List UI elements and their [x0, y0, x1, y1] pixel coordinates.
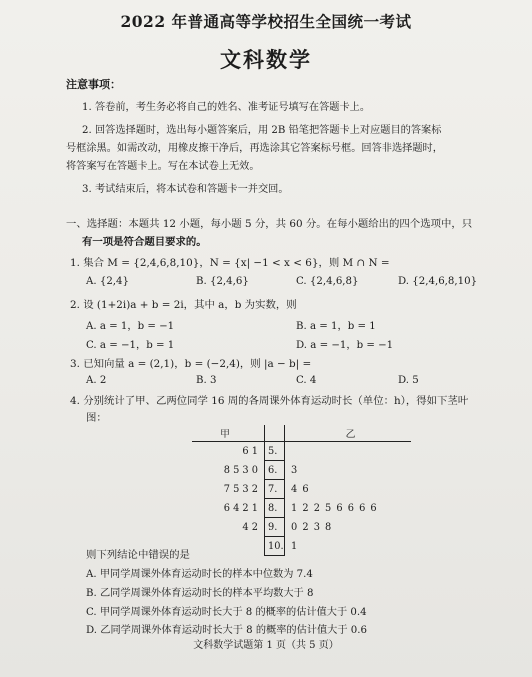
notice-item-2-line2: 号框涂黑。如需改动，用橡皮擦干净后，再选涂其它答案标号框。回答非选择题时，: [66, 143, 443, 154]
stem-leaf-right-leaves: 1 2 2 5 6 6 6 6: [291, 502, 378, 514]
q4-option-a: A. 甲同学周课外体育运动时长的样本中位数为 7.4: [86, 569, 313, 580]
q1-option-b: B. {2,4,6}: [196, 276, 249, 287]
stem-leaf-right-leaves: 3: [291, 464, 299, 476]
notice-heading: 注意事项：: [66, 78, 121, 91]
stem-leaf-left-leaves: 7 5 3 2: [223, 483, 258, 495]
stem-leaf-left-leaves: 4 2: [242, 521, 258, 533]
stem-leaf-plot: [192, 425, 411, 556]
q2-option-b: B. a = 1，b = 1: [296, 321, 376, 332]
q3-option-d: D. 5: [398, 375, 419, 386]
question-2-stem: 2. 设 (1+2i)a + b = 2i，其中 a，b 为实数，则: [70, 299, 297, 311]
q4-option-c: C. 甲同学周课外体育运动时长大于 8 的概率的估计值大于 0.4: [86, 607, 367, 618]
q3-option-a: A. 2: [86, 375, 107, 386]
stem-leaf-stem: 8.: [265, 499, 285, 518]
stem-leaf-right-leaves: 1: [291, 540, 299, 552]
stem-leaf-right-leaves: 0 2 3 8: [291, 521, 333, 533]
section-heading-line2: 有一项是符合题目要求的。: [82, 236, 207, 248]
page-footer: 文科数学试题第 1 页（共 5 页）: [193, 640, 339, 651]
stem-leaf-left-leaves: 8 5 3 0: [223, 464, 258, 476]
question-4-stem-line2: 图：: [86, 412, 107, 424]
q2-option-a: A. a = 1，b = −1: [86, 321, 175, 332]
question-4-prompt: 则下列结论中错误的是: [86, 549, 190, 561]
exam-title: 2022 年普通高等学校招生全国统一考试: [120, 12, 412, 31]
q2-option-c: C. a = −1，b = 1: [86, 340, 175, 351]
q3-option-c: C. 4: [296, 375, 317, 386]
q1-option-c: C. {2,4,6,8}: [296, 276, 359, 287]
notice-item-1: 1. 答卷前，考生务必将自己的姓名、准考证号填写在答题卡上。: [82, 102, 371, 113]
question-4-stem-line1: 4. 分别统计了甲、乙两位同学 16 周的各周课外体育运动时长（单位：h），得如下茎叶: [70, 395, 469, 407]
stem-leaf-stem: 9.: [265, 518, 285, 537]
q2-option-d: D. a = −1，b = −1: [296, 340, 394, 351]
stem-leaf-stem: 10.: [265, 537, 285, 556]
stem-leaf-stem: 7.: [265, 480, 285, 499]
question-1-stem: 1. 集合 M = {2,4,6,8,10}，N = {x| −1 < x < 6}，则 M ∩ N =: [70, 257, 390, 269]
q3-option-b: B. 3: [196, 375, 217, 386]
stem-leaf-left-leaves: 6 4 2 1: [223, 502, 258, 514]
q1-option-a: A. {2,4}: [86, 276, 129, 287]
stem-leaf-right-leaves: [285, 442, 412, 461]
stem-leaf-header-left: 甲: [192, 425, 265, 442]
stem-leaf-header-right: 乙: [285, 425, 412, 442]
section-heading-line1: 一、选择题：本题共 12 小题，每小题 5 分，共 60 分。在每小题给出的四个选项中，只: [66, 218, 473, 230]
q1-option-d: D. {2,4,6,8,10}: [398, 276, 478, 287]
notice-item-3: 3. 考试结束后，将本试卷和答题卡一并交回。: [82, 184, 289, 195]
q4-option-b: B. 乙同学周课外体育运动时长的样本平均数大于 8: [86, 588, 314, 599]
question-3-stem: 3. 已知向量 a = (2,1)，b = (−2,4)，则 |a − b| =: [70, 358, 312, 370]
stem-leaf-left-leaves: 6 1: [242, 445, 258, 457]
notice-item-2-line3: 将答案写在答题卡上。写在本试卷上无效。: [66, 161, 260, 172]
stem-leaf-right-leaves: 4 6: [291, 483, 310, 495]
stem-leaf-stem: 5.: [265, 442, 285, 461]
stem-leaf-stem: 6.: [265, 461, 285, 480]
notice-item-2-line1: 2. 回答选择题时，选出每小题答案后，用 2B 铅笔把答题卡上对应题目的答案标: [82, 125, 442, 136]
q4-option-d: D. 乙同学周课外体育运动时长大于 8 的概率的估计值大于 0.6: [86, 625, 367, 636]
stem-leaf-left-leaves: [192, 537, 265, 556]
exam-subject: 文科数学: [220, 47, 312, 72]
